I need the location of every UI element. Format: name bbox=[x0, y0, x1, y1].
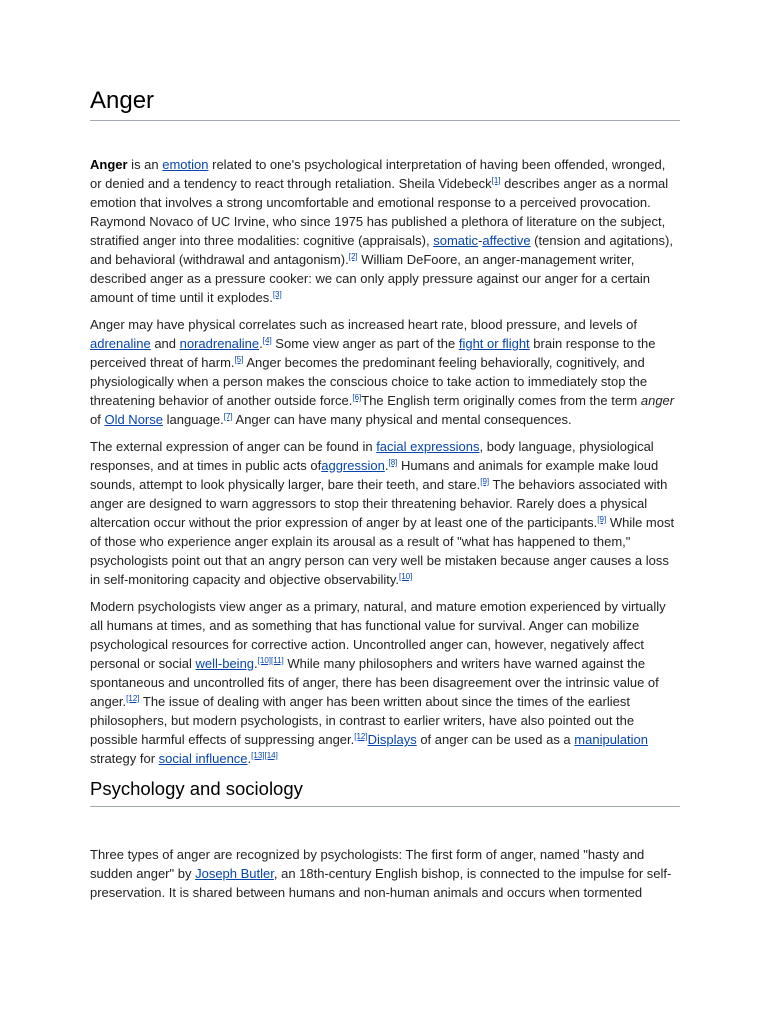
link-fight-or-flight[interactable]: fight or flight bbox=[458, 336, 530, 351]
ref-12b[interactable]: [12] bbox=[354, 732, 368, 741]
text: . bbox=[254, 656, 258, 671]
ref-6[interactable]: [6] bbox=[352, 393, 362, 402]
text: Humans and animals for example make loud sounds, attempt to look physically larger, bare their teeth, and stare. bbox=[90, 458, 659, 492]
text: and bbox=[150, 336, 180, 351]
text: Some view anger as part of the bbox=[271, 336, 459, 351]
ref-10[interactable]: [10] bbox=[399, 572, 413, 581]
ref-4[interactable]: [4] bbox=[262, 336, 272, 345]
section-heading: Psychology and sociology bbox=[90, 776, 680, 807]
text: (tension and agitations), and behavioral (withdrawal and antagonism). bbox=[90, 233, 673, 267]
paragraph-expression bbox=[90, 437, 680, 589]
text: describes anger as a normal emotion that involves a strong uncomfortable and emotional response to a perceived provocation. Raymond Novaco of UC Irvine, who since 1975 has published a plethora of literature on the subject, stratified anger into three modalities: cognitive (appraisals), bbox=[90, 176, 669, 248]
link-somatic[interactable]: somatic bbox=[433, 233, 479, 248]
link-joseph-butler[interactable]: Joseph Butler bbox=[195, 866, 274, 881]
ref-2[interactable]: [2] bbox=[348, 252, 358, 261]
ref-3[interactable]: [3] bbox=[272, 290, 282, 299]
ref-7[interactable]: [7] bbox=[223, 412, 233, 421]
text: , an 18th-century English bishop, is connected to the impulse for self-preservation. It is shared between humans and non-human animals and occurs when tormented bbox=[90, 866, 672, 900]
text: Anger becomes the predominant feeling behaviorally, cognitively, and physiologically when a person makes the conscious choice to take action to immediately stop the threatening behavior of another outside force. bbox=[90, 355, 648, 408]
ref-1[interactable]: [1] bbox=[491, 176, 501, 185]
link-facial-expressions[interactable]: facial expressions bbox=[376, 439, 480, 454]
text: , body language, physiological responses, and at times in public acts of bbox=[90, 439, 654, 473]
link-noradrenaline[interactable]: noradrenaline bbox=[179, 336, 260, 351]
text: Modern psychologists view anger as a primary, natural, and mature emotion experienced by virtually all humans at times, and as something that has functional value for survival. Anger can mobilize psychological resources for corrective action. Uncontrolled anger can, however, negatively affect personal or social bbox=[90, 599, 666, 671]
text: . bbox=[384, 458, 389, 473]
text: . bbox=[247, 751, 252, 766]
text: Three types of anger are recognized by psychologists: The first form of anger, named "hasty and sudden anger" by bbox=[90, 847, 645, 881]
text: The issue of dealing with anger has been written about since the times of the earliest philosophers, but modern psychologists, in contrast to earlier writers, have also pointed out the possible harmful effects of suppressing anger. bbox=[90, 694, 635, 747]
link-social-influence[interactable]: social influence bbox=[158, 751, 248, 766]
paragraph-modern bbox=[90, 597, 680, 768]
link-old-norse[interactable]: Old Norse bbox=[104, 412, 163, 427]
link-emotion[interactable]: emotion bbox=[162, 157, 209, 172]
ref-8[interactable]: [8] bbox=[388, 458, 398, 467]
ref-9a[interactable]: [9] bbox=[480, 477, 490, 486]
ref-9b[interactable]: [9] bbox=[597, 515, 607, 524]
text: Anger can have many physical and mental consequences. bbox=[232, 412, 572, 427]
text: - bbox=[478, 233, 483, 248]
paragraph-physical bbox=[90, 315, 680, 429]
link-affective[interactable]: affective bbox=[482, 233, 531, 248]
text: Anger may have physical correlates such as increased heart rate, blood pressure, and levels of bbox=[90, 317, 638, 332]
ref-10-11[interactable]: [10][11] bbox=[257, 656, 284, 665]
ref-12a[interactable]: [12] bbox=[126, 694, 140, 703]
page-title: Anger bbox=[90, 84, 680, 121]
text: The English term originally comes from the term bbox=[361, 393, 641, 408]
paragraph-intro bbox=[90, 155, 680, 307]
italic-term: anger bbox=[640, 393, 675, 408]
text: related to one's psychological interpretation of having been offended, wronged, or denied and a tendency to react through retaliation. Sheila Videbeck bbox=[90, 157, 666, 191]
bold-term: Anger bbox=[90, 157, 128, 172]
text: While many philosophers and writers have warned against the spontaneous and uncontrolled fits of anger, there has been disagreement over the intrinsic value of anger. bbox=[90, 656, 659, 709]
text: . bbox=[259, 336, 263, 351]
text: is an bbox=[127, 157, 163, 172]
link-well-being[interactable]: well-being bbox=[195, 656, 255, 671]
text: of anger can be used as a bbox=[416, 732, 575, 747]
paragraph-types bbox=[90, 845, 680, 902]
link-manipulation[interactable]: manipulation bbox=[574, 732, 648, 747]
text: brain response to the perceived threat of harm. bbox=[90, 336, 656, 370]
article bbox=[90, 84, 680, 910]
text: strategy for bbox=[90, 751, 159, 766]
ref-5[interactable]: [5] bbox=[234, 355, 244, 364]
text: language. bbox=[163, 412, 224, 427]
link-displays[interactable]: Displays bbox=[367, 732, 417, 747]
ref-13-14[interactable]: [13][14] bbox=[251, 751, 278, 760]
link-aggression[interactable]: aggression bbox=[321, 458, 385, 473]
text: While most of those who experience anger explain its arousal as a result of "what has happened to them," psychologists point out that an angry person can very well be mistaken because anger causes a loss in self-monitoring capacity and objective observability. bbox=[90, 515, 675, 587]
text: The external expression of anger can be found in bbox=[90, 439, 377, 454]
text: William DeFoore, an anger-management writer, described anger as a pressure cooker: we can only apply pressure against our anger for a certain amount of time until it explodes. bbox=[90, 252, 651, 305]
text: The behaviors associated with anger are designed to warn aggressors to stop their threatening behavior. Rarely does a physical altercation occur without the prior expression of anger by at least one of the participants. bbox=[90, 477, 668, 530]
link-adrenaline[interactable]: adrenaline bbox=[90, 336, 151, 351]
text: of bbox=[90, 412, 105, 427]
